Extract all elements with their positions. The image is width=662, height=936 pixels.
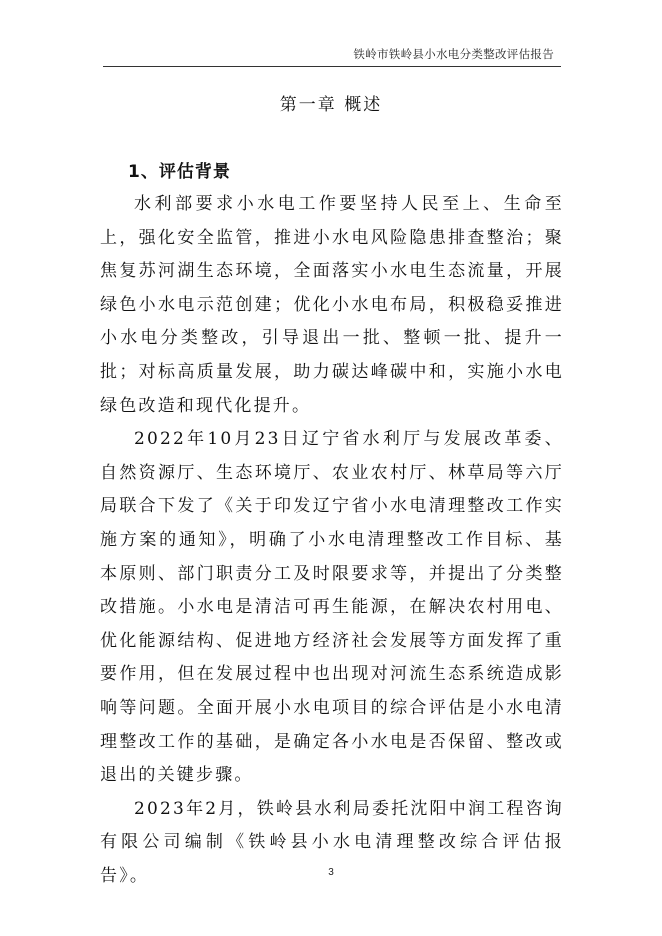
paragraph: 2023年2月，铁岭县水利局委托沈阳中润工程咨询有限公司编制《铁岭县小水电清理整改综合评估报告》。 bbox=[100, 798, 564, 886]
paragraph: 2022年10月23日辽宁省水利厅与发展改革委、自然资源厅、生态环境厅、农业农村厅、林草局等六厅局联合下发了《关于印发辽宁省小水电清理整改工作实施方案的通知》，明确了小水电清理整改工作目标、基本原则、部门职责分工及时限要求等，并提出了分类整改措施。小水电是清洁可再生能源，在解决农村用电、优化能源结构、促进地方经济社会发展等方面发挥了重要作用，但在发展过程中也出现对河流生态系统造成影响等问题。全面开展小水电项目的综合评估是小水电清理整改工作的基础，是确定各小水电是否保留、整改或退出的关键步骤。 bbox=[100, 429, 564, 786]
header-divider bbox=[103, 66, 561, 67]
page-number: 3 bbox=[328, 867, 334, 878]
section-heading: 1、评估背景 bbox=[128, 162, 231, 182]
chapter-title: 第一章 概述 bbox=[279, 95, 383, 115]
body-text bbox=[100, 188, 564, 893]
running-header: 铁岭市铁岭县小水电分类整改评估报告 bbox=[353, 47, 554, 61]
paragraph: 水利部要求小水电工作要坚持人民至上、生命至上，强化安全监管，推进小水电风险隐患排查整治；聚焦复苏河湖生态环境，全面落实小水电生态流量，开展绿色小水电示范创建；优化小水电布局，积极稳妥推进小水电分类整改，引导退出一批、整顿一批、提升一批；对标高质量发展，助力碳达峰碳中和，实施小水电绿色改造和现代化提升。 bbox=[100, 194, 564, 416]
